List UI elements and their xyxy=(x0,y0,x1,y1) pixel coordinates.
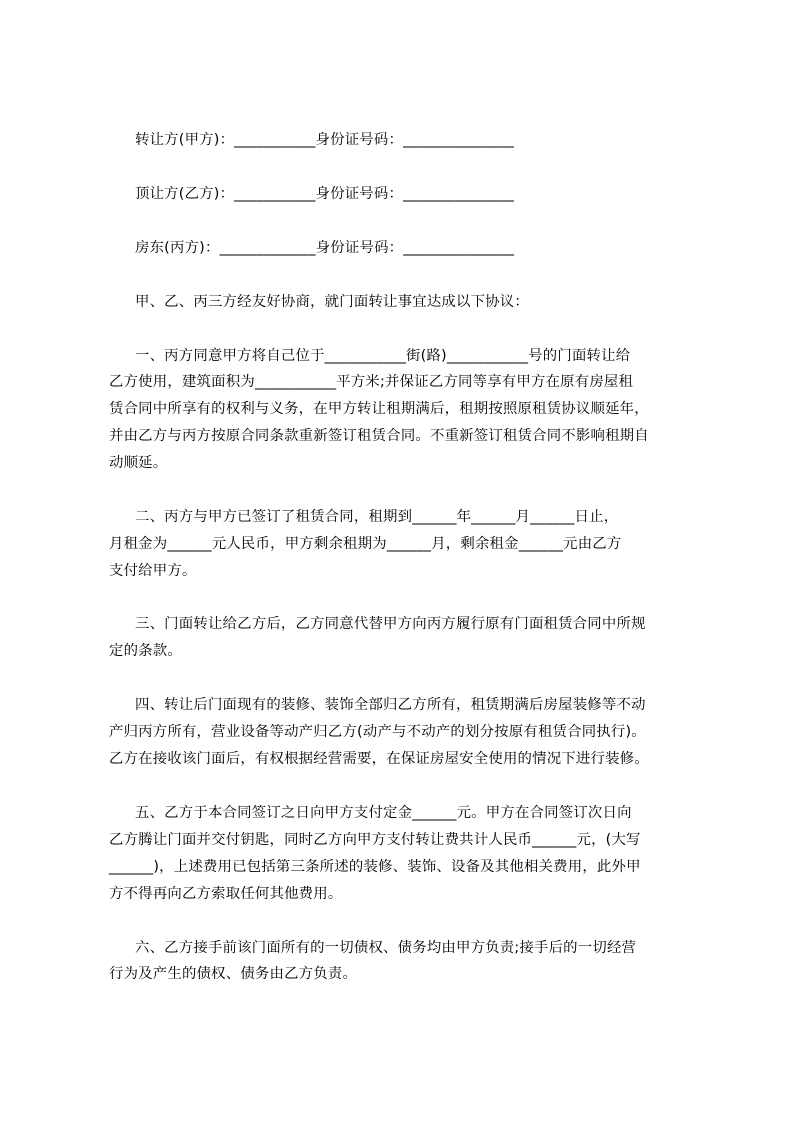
clause-4-line-3: 乙方在接收该门面后，有权根据经营需要，在保证房屋安全使用的情况下进行装修。 xyxy=(109,751,649,767)
clause-4-line-2: 产归丙方所有，营业设备等动产归乙方(动产与不动产的划分按原有租赁合同执行)。 xyxy=(109,724,646,740)
clause-3-line-2: 定的条款。 xyxy=(109,643,182,659)
transferee-line: 顶让方(乙方)：___________身份证号码：_______________ xyxy=(135,186,514,202)
clause-6-line-2: 行为及产生的债权、债务由乙方负责。 xyxy=(109,966,358,982)
transferor-line: 转让方(甲方)：___________身份证号码：_______________ xyxy=(135,132,514,148)
clause-1-line-2: 乙方使用，建筑面积为___________平方米;并保证乙方同等享有甲方在原有房屋租 xyxy=(109,374,634,390)
clause-5-line-4: 方不得再向乙方索取任何其他费用。 xyxy=(109,886,343,902)
clause-6-line-1: 六、乙方接手前该门面所有的一切债权、债务均由甲方负责;接手后的一切经营 xyxy=(135,940,637,956)
clause-5-line-2: 乙方腾让门面并交付钥匙，同时乙方向甲方支付转让费共计人民币______元，(大写 xyxy=(109,832,641,848)
clause-3-line-1: 三、门面转让给乙方后，乙方同意代替甲方向丙方履行原有门面租赁合同中所规 xyxy=(135,616,646,632)
clause-2-line-1: 二、丙方与甲方已签订了租赁合同，租期到______年______月______日止， xyxy=(135,509,619,525)
clause-2-line-2: 月租金为______元人民币，甲方剩余租期为______月，剩余租金______元由乙方 xyxy=(109,536,622,552)
clause-2-line-3: 支付给甲方。 xyxy=(109,563,197,579)
clause-5-line-1: 五、乙方于本合同签订之日向甲方支付定金______元。甲方在合同签订次日向 xyxy=(135,805,632,821)
clause-4-line-1: 四、转让后门面现有的装修、装饰全部归乙方所有，租赁期满后房屋装修等不动 xyxy=(135,697,646,713)
clause-1-line-3: 赁合同中所享有的权利与义务，在甲方转让租期满后，租期按照原租赁协议顺延年， xyxy=(109,401,649,417)
clause-1-line-4: 并由乙方与丙方按原合同条款重新签订租赁合同。不重新签订租赁合同不影响租期自 xyxy=(109,428,649,444)
landlord-line: 房东(丙方)：_____________身份证号码：_______________ xyxy=(135,240,515,256)
clause-5-line-3: ______)，上述费用已包括第三条所述的装修、装饰、设备及其他相关费用，此外甲 xyxy=(109,859,641,875)
clause-1-line-5: 动顺延。 xyxy=(109,455,168,471)
agreement-intro: 甲、乙、丙三方经友好协商，就门面转让事宜达成以下协议： xyxy=(135,294,529,310)
clause-1-line-1: 一、丙方同意甲方将自己位于___________街(路)___________号的门面转让给 xyxy=(135,348,631,364)
